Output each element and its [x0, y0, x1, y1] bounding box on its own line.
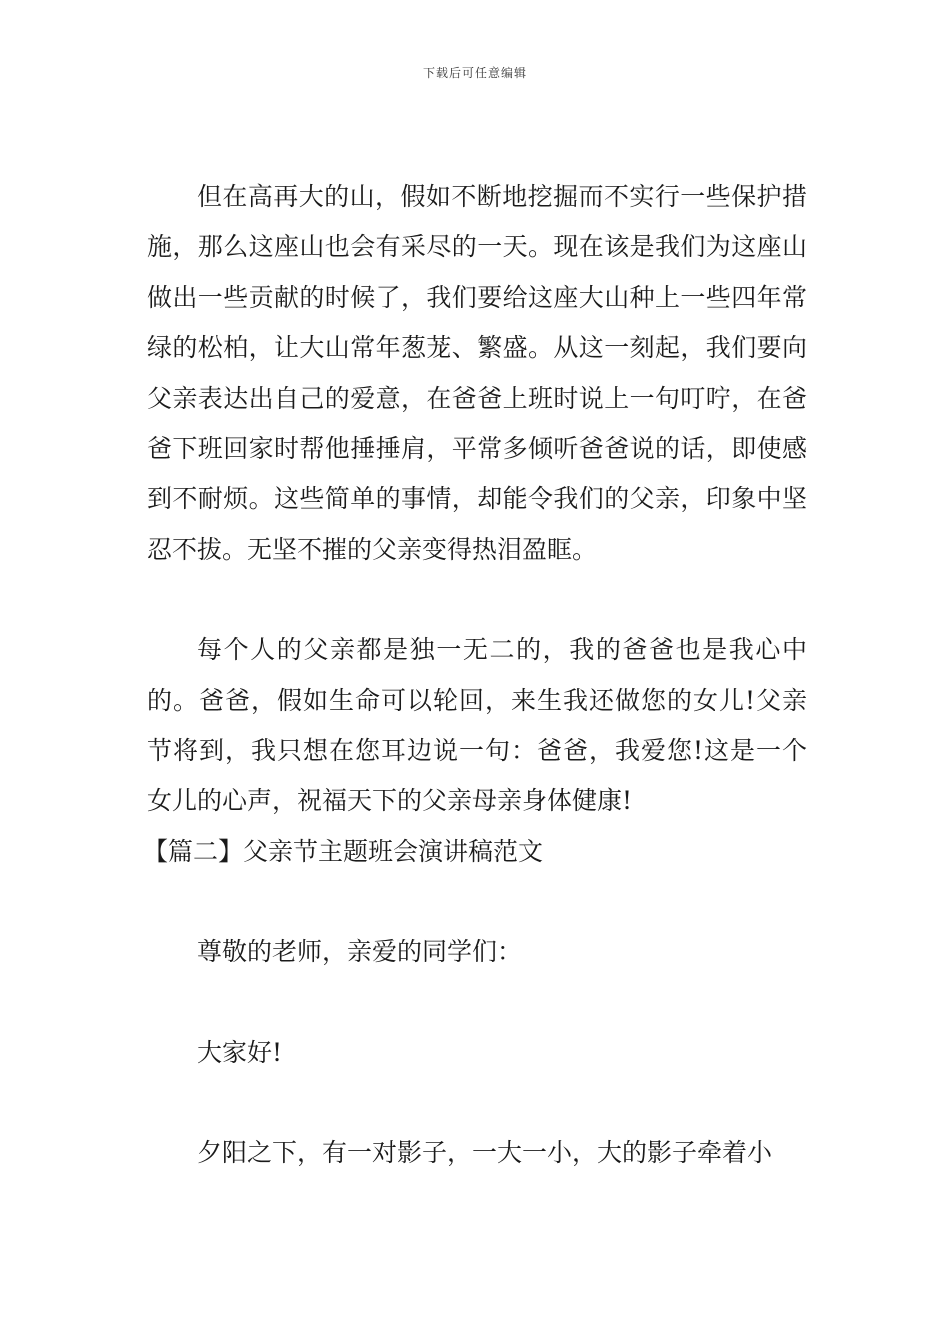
paragraph-2: 每个人的父亲都是独一无二的，我的爸爸也是我心中的。爸爸，假如生命可以轮回，来生我还做您的女儿!父亲节将到，我只想在您耳边说一句：爸爸，我爱您!这是一个女儿的心声，祝福天下的父亲母亲身体健康! [147, 635, 807, 816]
greeting: 大家好! [197, 1037, 283, 1067]
salutation: 尊敬的老师，亲爱的同学们： [197, 937, 523, 967]
paragraph-1: 但在高再大的山，假如不断地挖掘而不实行一些保护措施，那么这座山也会有采尽的一天。现在该是我们为这座山做出一些贡献的时候了，我们要给这座大山种上一些四年常绿的松柏，让大山常年葱茏、繁盛。从这一刻起，我们要向父亲表达出自己的爱意，在爸爸上班时说上一句叮咛，在爸爸下班回家时帮他捶捶肩，平常多倾听爸爸说的话，即使感到不耐烦。这些简单的事情，却能令我们的父亲，印象中坚忍不拔。无坚不摧的父亲变得热泪盈眶。 [147, 182, 807, 564]
document-body [143, 172, 807, 1179]
header-note: 下载后可任意编辑 [422, 66, 527, 80]
opening-line: 夕阳之下，有一对影子，一大一小，大的影子牵着小 [197, 1138, 773, 1168]
section-heading: 【篇二】父亲节主题班会演讲稿范文 [143, 836, 544, 866]
